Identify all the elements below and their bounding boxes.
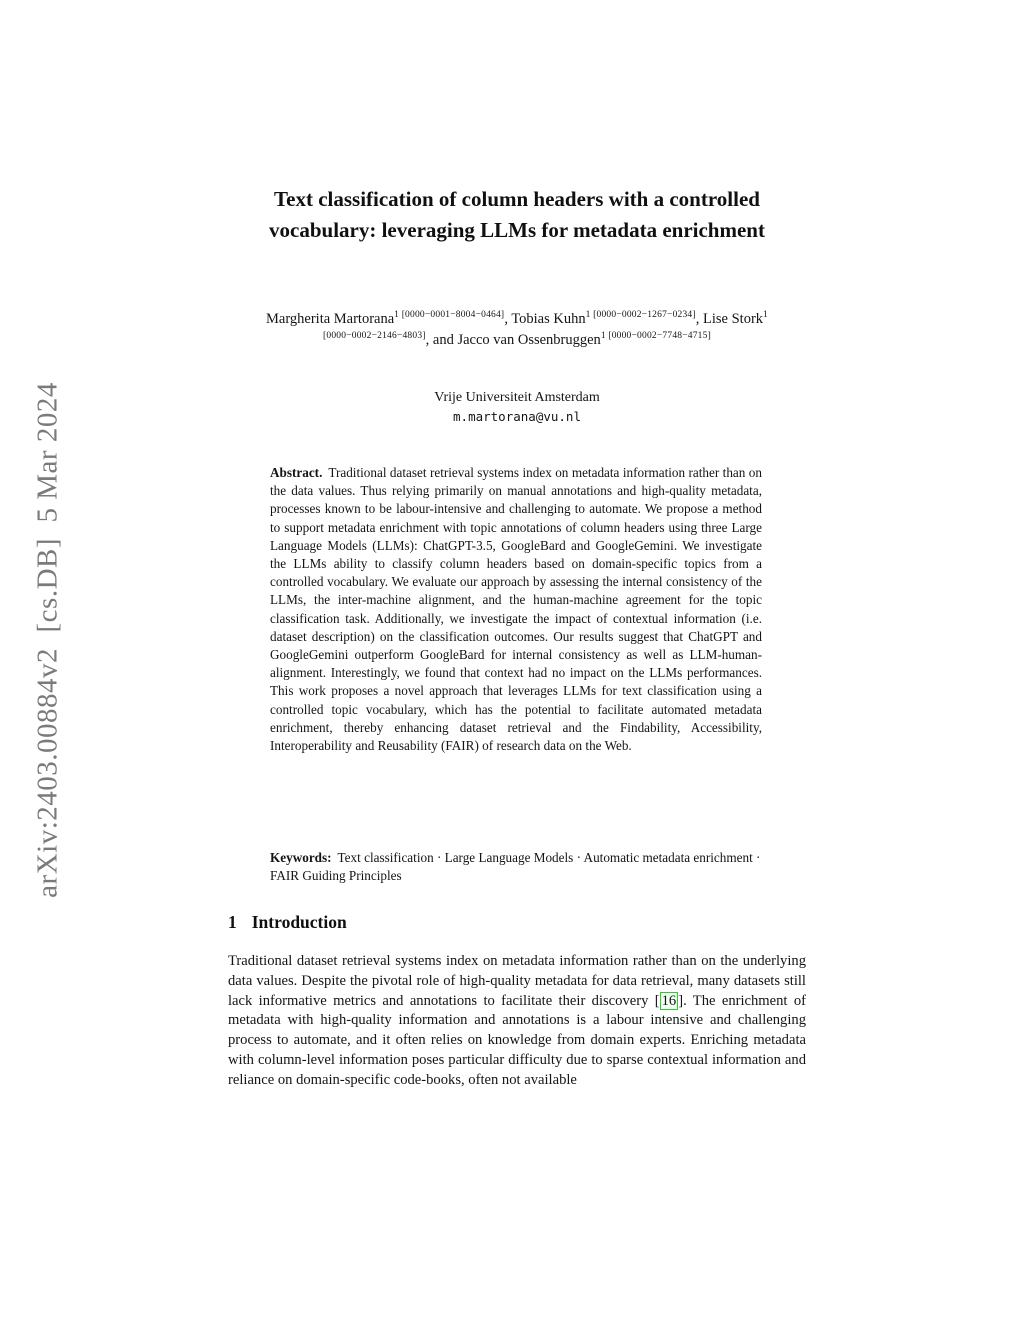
intro-text-after-citation: ]. The enrichment of metadata with high-quality information and annotations is a labour intensive and challenging process to automate, and it often relies on knowledge from domain experts. Enriching metadata with column-level information poses particular difficulty due to sparse contextual information and reliance on domain-specific code-books, often not available: [228, 992, 806, 1088]
author-orcid: 1 [0000−0001−8004−0464]: [394, 310, 505, 321]
author-separator: , and: [425, 332, 458, 348]
introduction-paragraph: [228, 952, 806, 1091]
affiliation: Vrije Universiteit Amsterdam: [434, 390, 600, 405]
keywords: [270, 849, 762, 885]
contact-email: m.martorana@vu.nl: [453, 409, 581, 424]
paper-title: Text classification of column headers with a controlled vocabulary: leveraging LLMs for metadata enrichment: [269, 187, 765, 242]
author-orcid: 1 [0000−0002−1267−0234]: [585, 310, 696, 321]
section-heading-introduction: [228, 912, 806, 933]
author-separator: ,: [695, 311, 704, 327]
arxiv-watermark: arXiv:2403.00884v2 [cs.DB] 5 Mar 2024: [31, 382, 64, 898]
abstract-text: Traditional dataset retrieval systems index on metadata information rather than on the data values. Thus relying primarily on manual annotations and high-quality metadata, processes known to be labour-intensive and challenging to automate. We propose a method to support metadata enrichment with topic annotations of column headers using three Large Language Models (LLMs): ChatGPT-3.5, GoogleBard and GoogleGemini. We investigate the LLMs ability to classify column headers based on domain-specific topics from a controlled vocabulary. We evaluate our approach by assessing the internal consistency of the LLMs, the inter-machine alignment, and the human-machine agreement for the topic classification task. Additionally, we investigate the impact of contextual information (i.e. dataset description) on the classification outcomes. Our results suggest that ChatGPT and GoogleGemini outperform GoogleBard for internal consistency as well as LLM-human-alignment. Interestingly, we found that context had no impact on the LLMs performances. This work proposes a novel approach that leverages LLMs for text classification using a controlled topic vocabulary, which has the potential to facilitate automated metadata enrichment, thereby enhancing dataset retrieval and the Findability, Accessibility, Interoperability and Reusability (FAIR) of research data on the Web.: [270, 465, 762, 754]
citation-16-link[interactable]: 16: [661, 992, 677, 1009]
keywords-label: Keywords:: [270, 850, 332, 865]
keywords-text: Text classification · Large Language Models · Automatic metadata enrichment · FAIR Guiding Principles: [270, 850, 761, 884]
author-orcid: 1 [0000−0002−2146−4803]: [323, 310, 768, 342]
author-orcid: 1 [0000−0002−7748−4715]: [600, 331, 711, 342]
intro-text-before-citation: Traditional dataset retrieval systems index on metadata information rather than on the underlying data values. Despite the pivotal role of high-quality metadata for data retrieval, many datasets still lack informative metrics and annotations to facilitate their discovery [: [228, 953, 806, 1009]
abstract-label: Abstract.: [270, 465, 323, 480]
author-separator: ,: [504, 311, 512, 327]
author-name: Margherita Martorana: [266, 311, 395, 327]
author-name: Jacco van Ossenbruggen: [457, 332, 601, 348]
author-name: Lise Stork: [703, 311, 764, 327]
abstract: [270, 464, 762, 755]
author-list: [213, 309, 821, 351]
section-number: 1: [228, 912, 237, 932]
section-title: Introduction: [251, 912, 347, 932]
author-name: Tobias Kuhn: [511, 311, 586, 327]
